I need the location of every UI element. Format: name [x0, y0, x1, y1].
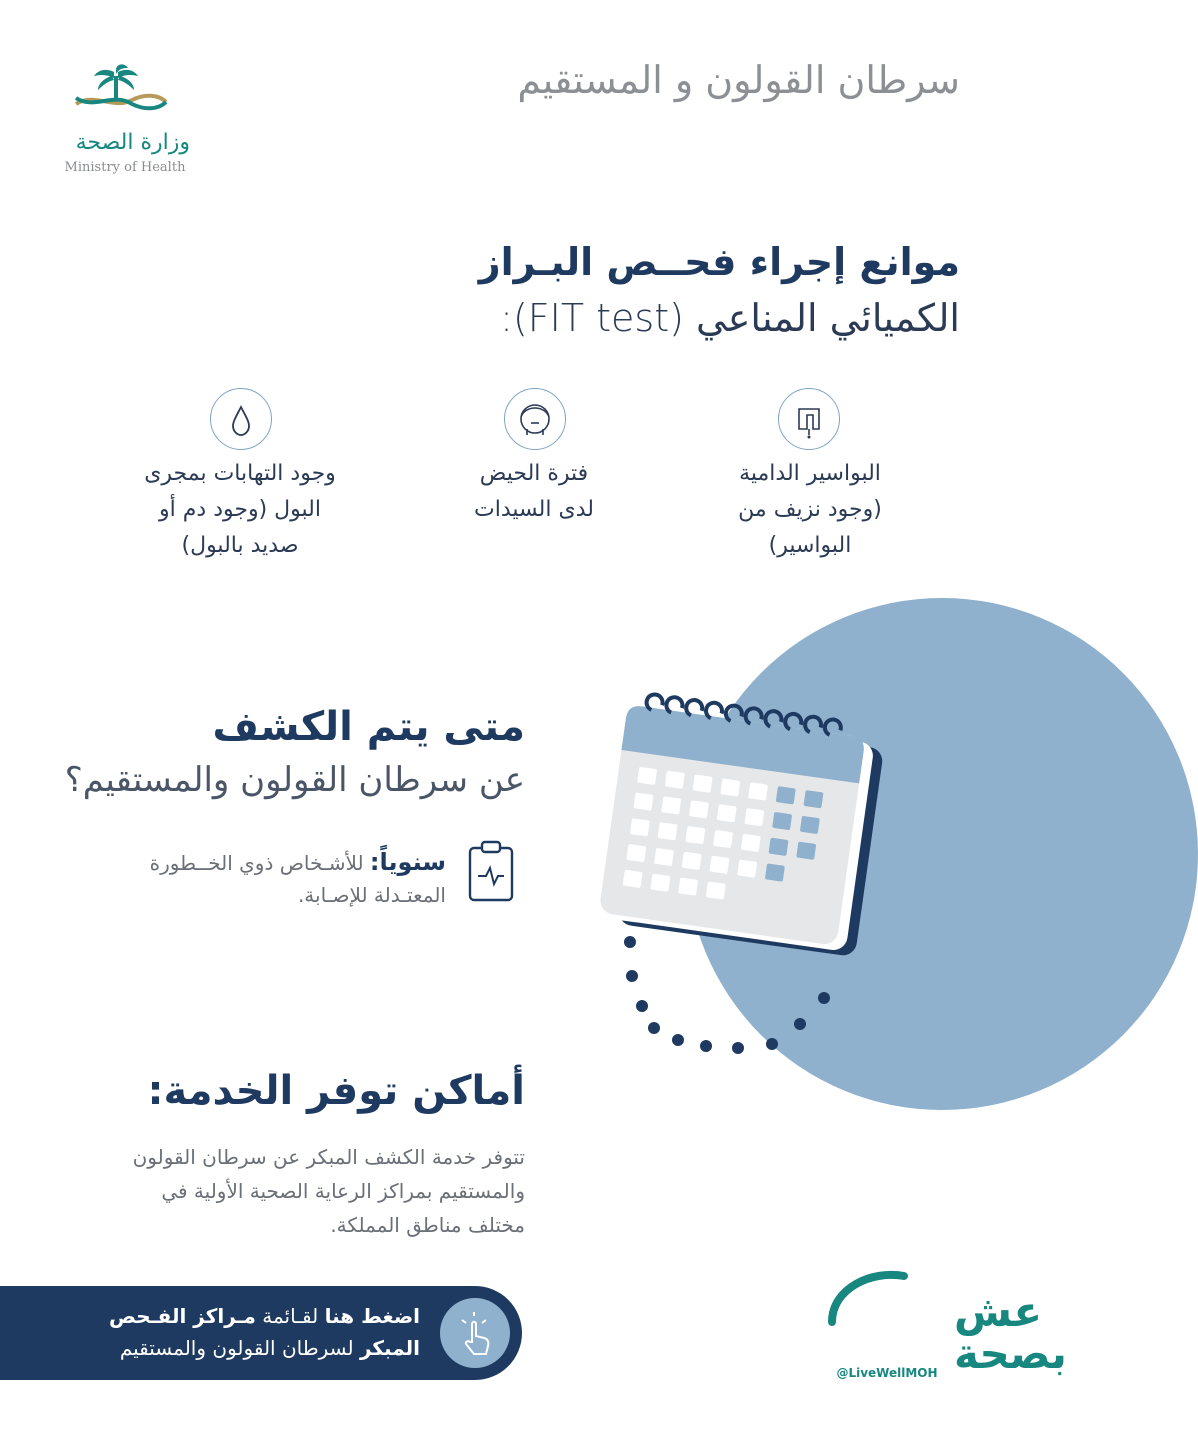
annual-label: سنوياً:	[369, 848, 446, 876]
screening-heading: متى يتم الكشف	[212, 704, 525, 750]
calendar-icon	[580, 680, 900, 1060]
cta-centers[interactable]: مـراكز الفـحص	[109, 1304, 256, 1328]
cta-press-here[interactable]: اضغط هنا	[324, 1304, 420, 1328]
intestine-icon	[778, 388, 840, 450]
svg-text:بصحة: بصحة	[954, 1329, 1067, 1378]
screening-subheading: عن سرطان القولون والمستقيم؟	[64, 760, 525, 800]
contraindications-heading: موانع إجراء فحــص البـراز	[478, 240, 960, 284]
annual-line1	[60, 846, 446, 879]
livewell-logo-text: عش	[954, 1287, 1043, 1336]
woman-face-icon	[504, 388, 566, 450]
cta-line1[interactable]	[40, 1300, 420, 1332]
clipboard-icon	[466, 838, 516, 904]
livewell-logo-icon	[812, 1262, 1067, 1402]
page-title: سرطان القولون و المستقيم	[517, 58, 960, 102]
annual-text1: للأشـخاص ذوي الخــطورة	[149, 851, 364, 875]
contraindication-urinary-line2: البول (وجود دم أو	[159, 497, 321, 522]
contraindication-menstruation	[404, 456, 664, 528]
contraindication-hemorrhoids-line2: (وجود نزيف من	[738, 497, 882, 522]
places-heading: أماكن توفر الخدمة:	[147, 1068, 525, 1114]
cta-text[interactable]	[40, 1300, 420, 1364]
cta-line2[interactable]	[40, 1332, 420, 1364]
contraindication-urinary-infection	[110, 456, 370, 564]
contraindication-urinary-line1: وجود التهابات بمجرى	[144, 461, 336, 486]
moh-logo-english: Ministry of Health	[64, 160, 186, 175]
places-body-line3: مختلف مناطق المملكة.	[330, 1213, 525, 1237]
cta-list-of[interactable]: لقـائمة	[262, 1304, 319, 1328]
drop-icon	[210, 388, 272, 450]
moh-logo-arabic: وزارة الصحة	[75, 130, 190, 155]
contraindication-hemorrhoids	[680, 456, 940, 564]
cta-early[interactable]: المبكر	[359, 1336, 420, 1360]
contraindication-hemorrhoids-line1: البواسير الدامية	[739, 461, 881, 486]
tap-icon[interactable]	[440, 1298, 510, 1368]
annual-text2: المعتـدلة للإصـابة.	[297, 883, 446, 907]
cta-for-cancer[interactable]: لسرطان القولون والمستقيم	[119, 1336, 354, 1360]
livewell-handle: @LiveWellMOH	[836, 1366, 938, 1380]
contraindication-hemorrhoids-line3: البواسير)	[768, 533, 852, 558]
annual-screening-note	[60, 846, 446, 911]
places-body-line2: والمستقيم بمراكز الرعاية الصحية الأولية في	[161, 1179, 525, 1203]
contraindication-menstruation-line2: لدى السيدات	[474, 497, 594, 522]
contraindication-menstruation-line1: فترة الحيض	[479, 461, 589, 486]
places-body-line1: تتوفر خدمة الكشف المبكر عن سرطان القولون	[132, 1145, 525, 1169]
contraindication-urinary-line3: صديد بالبول)	[181, 533, 299, 558]
contraindications-subheading: الكميائي المناعي (FIT test):	[500, 296, 960, 340]
places-body	[60, 1140, 525, 1242]
